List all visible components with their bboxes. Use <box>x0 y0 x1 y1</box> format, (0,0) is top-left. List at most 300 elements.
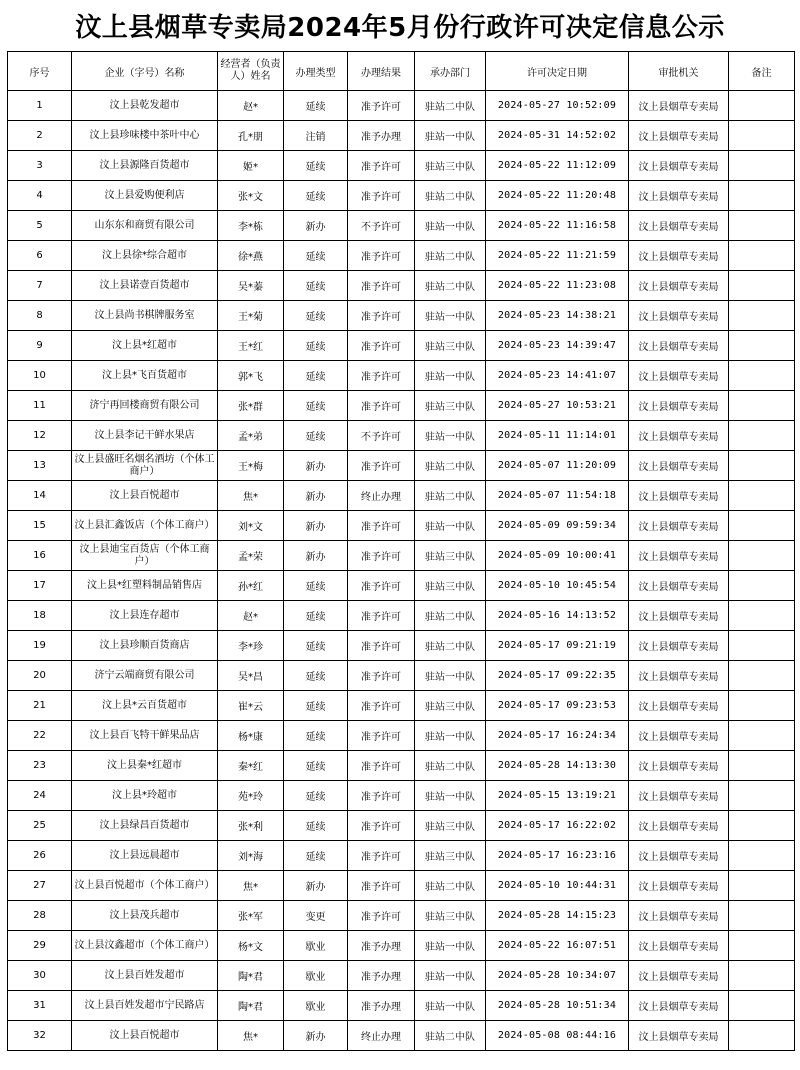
table-row <box>8 511 795 541</box>
cell-type: 延续 <box>284 841 348 871</box>
table-row <box>8 661 795 691</box>
table-row <box>8 781 795 811</box>
cell-org: 汶上县烟草专卖局 <box>629 721 729 751</box>
cell-note <box>729 1021 795 1051</box>
cell-note <box>729 751 795 781</box>
cell-person: 秦*红 <box>218 751 284 781</box>
cell-date: 2024-05-27 10:52:09 <box>486 91 629 121</box>
cell-name: 汶上县汶鑫超市（个体工商户） <box>72 931 218 961</box>
cell-type: 延续 <box>284 781 348 811</box>
table-row <box>8 811 795 841</box>
cell-date: 2024-05-07 11:54:18 <box>486 481 629 511</box>
cell-name: 汶上县百悦超市（个体工商户） <box>72 871 218 901</box>
cell-no: 11 <box>8 391 72 421</box>
cell-note <box>729 571 795 601</box>
table-row <box>8 751 795 781</box>
cell-note <box>729 811 795 841</box>
cell-person: 张*军 <box>218 901 284 931</box>
cell-result: 准予许可 <box>348 451 415 481</box>
cell-result: 准予许可 <box>348 721 415 751</box>
cell-org: 汶上县烟草专卖局 <box>629 751 729 781</box>
cell-org: 汶上县烟草专卖局 <box>629 451 729 481</box>
cell-note <box>729 931 795 961</box>
cell-type: 延续 <box>284 361 348 391</box>
cell-no: 2 <box>8 121 72 151</box>
cell-type: 延续 <box>284 601 348 631</box>
cell-result: 准予许可 <box>348 271 415 301</box>
cell-org: 汶上县烟草专卖局 <box>629 241 729 271</box>
cell-no: 28 <box>8 901 72 931</box>
cell-person: 杨*文 <box>218 931 284 961</box>
cell-type: 延续 <box>284 391 348 421</box>
cell-org: 汶上县烟草专卖局 <box>629 301 729 331</box>
cell-result: 不予许可 <box>348 211 415 241</box>
cell-dept: 驻站一中队 <box>415 121 486 151</box>
cell-no: 8 <box>8 301 72 331</box>
cell-type: 延续 <box>284 691 348 721</box>
cell-result: 准予许可 <box>348 91 415 121</box>
table-row <box>8 361 795 391</box>
cell-no: 30 <box>8 961 72 991</box>
cell-person: 孔*朋 <box>218 121 284 151</box>
header-dept: 承办部门 <box>415 52 486 91</box>
cell-name: 汶上县远晨超市 <box>72 841 218 871</box>
cell-note <box>729 121 795 151</box>
cell-name: 汶上县百姓发超市 <box>72 961 218 991</box>
cell-result: 准予许可 <box>348 691 415 721</box>
cell-org: 汶上县烟草专卖局 <box>629 901 729 931</box>
cell-no: 13 <box>8 451 72 481</box>
table-row <box>8 571 795 601</box>
cell-date: 2024-05-22 11:16:58 <box>486 211 629 241</box>
cell-date: 2024-05-27 10:53:21 <box>486 391 629 421</box>
cell-person: 孟*弟 <box>218 421 284 451</box>
table-row <box>8 961 795 991</box>
header-type: 办理类型 <box>284 52 348 91</box>
cell-person: 王*红 <box>218 331 284 361</box>
cell-no: 10 <box>8 361 72 391</box>
cell-date: 2024-05-17 09:23:53 <box>486 691 629 721</box>
cell-dept: 驻站二中队 <box>415 751 486 781</box>
cell-dept: 驻站一中队 <box>415 781 486 811</box>
table-row <box>8 871 795 901</box>
cell-result: 准予办理 <box>348 121 415 151</box>
cell-type: 歇业 <box>284 991 348 1021</box>
header-person: 经营者（负责人）姓名 <box>218 52 284 91</box>
cell-result: 准予办理 <box>348 931 415 961</box>
cell-name: 汶上县徐*综合超市 <box>72 241 218 271</box>
table-row <box>8 241 795 271</box>
cell-person: 刘*文 <box>218 511 284 541</box>
cell-person: 徐*燕 <box>218 241 284 271</box>
cell-date: 2024-05-28 10:34:07 <box>486 961 629 991</box>
cell-no: 25 <box>8 811 72 841</box>
cell-date: 2024-05-23 14:39:47 <box>486 331 629 361</box>
cell-date: 2024-05-28 14:15:23 <box>486 901 629 931</box>
cell-note <box>729 871 795 901</box>
cell-dept: 驻站二中队 <box>415 481 486 511</box>
cell-note <box>729 91 795 121</box>
cell-type: 变更 <box>284 901 348 931</box>
cell-note <box>729 511 795 541</box>
table-row <box>8 331 795 361</box>
cell-date: 2024-05-22 16:07:51 <box>486 931 629 961</box>
cell-person: 张*文 <box>218 181 284 211</box>
cell-date: 2024-05-22 11:23:08 <box>486 271 629 301</box>
cell-note <box>729 661 795 691</box>
cell-type: 延续 <box>284 91 348 121</box>
cell-org: 汶上县烟草专卖局 <box>629 151 729 181</box>
cell-no: 18 <box>8 601 72 631</box>
table-row <box>8 181 795 211</box>
cell-no: 7 <box>8 271 72 301</box>
cell-result: 准予许可 <box>348 361 415 391</box>
cell-result: 准予许可 <box>348 601 415 631</box>
cell-person: 王*菊 <box>218 301 284 331</box>
cell-dept: 驻站一中队 <box>415 301 486 331</box>
cell-date: 2024-05-23 14:38:21 <box>486 301 629 331</box>
table-row <box>8 301 795 331</box>
cell-type: 延续 <box>284 271 348 301</box>
table-row <box>8 91 795 121</box>
cell-date: 2024-05-08 08:44:16 <box>486 1021 629 1051</box>
table-row <box>8 991 795 1021</box>
cell-no: 6 <box>8 241 72 271</box>
cell-name: 山东东和商贸有限公司 <box>72 211 218 241</box>
cell-name: 汶上县*玲超市 <box>72 781 218 811</box>
cell-date: 2024-05-11 11:14:01 <box>486 421 629 451</box>
cell-result: 准予办理 <box>348 961 415 991</box>
cell-no: 16 <box>8 541 72 571</box>
cell-type: 延续 <box>284 751 348 781</box>
cell-type: 延续 <box>284 151 348 181</box>
cell-person: 赵* <box>218 91 284 121</box>
cell-date: 2024-05-28 10:51:34 <box>486 991 629 1021</box>
cell-person: 王*梅 <box>218 451 284 481</box>
cell-type: 新办 <box>284 211 348 241</box>
cell-dept: 驻站一中队 <box>415 931 486 961</box>
table-row <box>8 901 795 931</box>
cell-org: 汶上县烟草专卖局 <box>629 781 729 811</box>
cell-person: 刘*海 <box>218 841 284 871</box>
cell-note <box>729 451 795 481</box>
cell-no: 15 <box>8 511 72 541</box>
cell-type: 延续 <box>284 811 348 841</box>
cell-name: 济宁云端商贸有限公司 <box>72 661 218 691</box>
cell-dept: 驻站一中队 <box>415 211 486 241</box>
cell-date: 2024-05-10 10:45:54 <box>486 571 629 601</box>
table-row <box>8 541 795 571</box>
cell-org: 汶上县烟草专卖局 <box>629 811 729 841</box>
cell-name: 汶上县珍味楼中茶叶中心 <box>72 121 218 151</box>
cell-date: 2024-05-28 14:13:30 <box>486 751 629 781</box>
cell-type: 延续 <box>284 721 348 751</box>
header-note: 备注 <box>729 52 795 91</box>
cell-note <box>729 631 795 661</box>
cell-name: 汶上县源隆百货超市 <box>72 151 218 181</box>
cell-org: 汶上县烟草专卖局 <box>629 421 729 451</box>
cell-no: 17 <box>8 571 72 601</box>
table-row <box>8 271 795 301</box>
cell-note <box>729 601 795 631</box>
cell-no: 5 <box>8 211 72 241</box>
cell-person: 孟*荣 <box>218 541 284 571</box>
cell-person: 吴*蓁 <box>218 271 284 301</box>
table-row <box>8 721 795 751</box>
cell-dept: 驻站二中队 <box>415 631 486 661</box>
cell-dept: 驻站二中队 <box>415 451 486 481</box>
cell-dept: 驻站三中队 <box>415 331 486 361</box>
cell-result: 准予许可 <box>348 151 415 181</box>
cell-note <box>729 481 795 511</box>
cell-dept: 驻站二中队 <box>415 241 486 271</box>
cell-person: 苑*玲 <box>218 781 284 811</box>
cell-name: 汶上县*飞百货超市 <box>72 361 218 391</box>
cell-no: 1 <box>8 91 72 121</box>
cell-date: 2024-05-22 11:20:48 <box>486 181 629 211</box>
cell-name: 汶上县*云百货超市 <box>72 691 218 721</box>
cell-note <box>729 991 795 1021</box>
cell-date: 2024-05-09 10:00:41 <box>486 541 629 571</box>
cell-note <box>729 151 795 181</box>
cell-dept: 驻站三中队 <box>415 541 486 571</box>
cell-dept: 驻站一中队 <box>415 361 486 391</box>
cell-note <box>729 721 795 751</box>
cell-name: 汶上县爱购便利店 <box>72 181 218 211</box>
cell-result: 准予许可 <box>348 391 415 421</box>
page-title: 汶上县烟草专卖局2024年5月份行政许可决定信息公示 <box>75 13 725 43</box>
cell-no: 4 <box>8 181 72 211</box>
cell-date: 2024-05-17 09:22:35 <box>486 661 629 691</box>
cell-result: 准予许可 <box>348 871 415 901</box>
cell-org: 汶上县烟草专卖局 <box>629 121 729 151</box>
cell-org: 汶上县烟草专卖局 <box>629 541 729 571</box>
cell-note <box>729 181 795 211</box>
cell-name: 汶上县百姓发超市宁民路店 <box>72 991 218 1021</box>
cell-date: 2024-05-15 13:19:21 <box>486 781 629 811</box>
cell-note <box>729 241 795 271</box>
cell-dept: 驻站一中队 <box>415 721 486 751</box>
cell-name: 汶上县百悦超市 <box>72 481 218 511</box>
cell-no: 3 <box>8 151 72 181</box>
cell-result: 终止办理 <box>348 1021 415 1051</box>
table-row <box>8 121 795 151</box>
cell-type: 歇业 <box>284 961 348 991</box>
cell-name: 汶上县迪宝百货店（个体工商户） <box>72 541 218 571</box>
header-date: 许可决定日期 <box>486 52 629 91</box>
cell-org: 汶上县烟草专卖局 <box>629 991 729 1021</box>
cell-result: 准予许可 <box>348 631 415 661</box>
cell-no: 31 <box>8 991 72 1021</box>
table-row <box>8 421 795 451</box>
table-row <box>8 601 795 631</box>
cell-result: 准予许可 <box>348 901 415 931</box>
cell-no: 21 <box>8 691 72 721</box>
cell-date: 2024-05-17 09:21:19 <box>486 631 629 661</box>
cell-result: 准予许可 <box>348 571 415 601</box>
cell-name: 汶上县百飞特干鲜果品店 <box>72 721 218 751</box>
cell-no: 23 <box>8 751 72 781</box>
cell-dept: 驻站三中队 <box>415 571 486 601</box>
cell-no: 9 <box>8 331 72 361</box>
cell-dept: 驻站三中队 <box>415 811 486 841</box>
cell-dept: 驻站二中队 <box>415 601 486 631</box>
cell-org: 汶上县烟草专卖局 <box>629 661 729 691</box>
header-result: 办理结果 <box>348 52 415 91</box>
cell-no: 20 <box>8 661 72 691</box>
cell-type: 注销 <box>284 121 348 151</box>
cell-org: 汶上县烟草专卖局 <box>629 211 729 241</box>
cell-result: 准予许可 <box>348 241 415 271</box>
cell-no: 24 <box>8 781 72 811</box>
cell-date: 2024-05-22 11:12:09 <box>486 151 629 181</box>
cell-type: 新办 <box>284 511 348 541</box>
cell-org: 汶上县烟草专卖局 <box>629 91 729 121</box>
cell-name: 汶上县盛旺名烟名酒坊（个体工商户） <box>72 451 218 481</box>
cell-person: 吴*昌 <box>218 661 284 691</box>
table-row <box>8 1021 795 1051</box>
cell-org: 汶上县烟草专卖局 <box>629 841 729 871</box>
cell-type: 新办 <box>284 871 348 901</box>
cell-note <box>729 691 795 721</box>
cell-person: 焦* <box>218 871 284 901</box>
permit-table <box>7 51 795 1051</box>
cell-dept: 驻站二中队 <box>415 1021 486 1051</box>
cell-person: 陶*君 <box>218 991 284 1021</box>
cell-name: 汶上县*红超市 <box>72 331 218 361</box>
cell-date: 2024-05-31 14:52:02 <box>486 121 629 151</box>
cell-org: 汶上县烟草专卖局 <box>629 511 729 541</box>
cell-person: 崔*云 <box>218 691 284 721</box>
cell-dept: 驻站三中队 <box>415 841 486 871</box>
cell-person: 李*珍 <box>218 631 284 661</box>
cell-date: 2024-05-07 11:20:09 <box>486 451 629 481</box>
table-row <box>8 211 795 241</box>
cell-note <box>729 781 795 811</box>
cell-note <box>729 961 795 991</box>
cell-person: 杨*康 <box>218 721 284 751</box>
cell-type: 歇业 <box>284 931 348 961</box>
table-row <box>8 451 795 481</box>
cell-dept: 驻站一中队 <box>415 991 486 1021</box>
cell-date: 2024-05-17 16:24:34 <box>486 721 629 751</box>
cell-person: 姬* <box>218 151 284 181</box>
cell-result: 准予许可 <box>348 301 415 331</box>
cell-name: 汶上县尚书棋牌服务室 <box>72 301 218 331</box>
cell-type: 延续 <box>284 301 348 331</box>
cell-dept: 驻站二中队 <box>415 271 486 301</box>
cell-person: 郭*飞 <box>218 361 284 391</box>
table-row <box>8 841 795 871</box>
cell-dept: 驻站二中队 <box>415 871 486 901</box>
cell-note <box>729 841 795 871</box>
cell-no: 27 <box>8 871 72 901</box>
cell-result: 准予许可 <box>348 841 415 871</box>
cell-dept: 驻站一中队 <box>415 961 486 991</box>
cell-type: 新办 <box>284 1021 348 1051</box>
table-row <box>8 151 795 181</box>
cell-type: 延续 <box>284 331 348 361</box>
cell-org: 汶上县烟草专卖局 <box>629 271 729 301</box>
cell-org: 汶上县烟草专卖局 <box>629 961 729 991</box>
cell-person: 焦* <box>218 1021 284 1051</box>
table-header-row <box>8 52 795 91</box>
cell-date: 2024-05-17 16:22:02 <box>486 811 629 841</box>
cell-result: 准予许可 <box>348 751 415 781</box>
header-name: 企业（字号）名称 <box>72 52 218 91</box>
cell-dept: 驻站一中队 <box>415 661 486 691</box>
cell-dept: 驻站二中队 <box>415 91 486 121</box>
table-row <box>8 931 795 961</box>
cell-org: 汶上县烟草专卖局 <box>629 1021 729 1051</box>
cell-date: 2024-05-09 09:59:34 <box>486 511 629 541</box>
cell-org: 汶上县烟草专卖局 <box>629 931 729 961</box>
cell-note <box>729 391 795 421</box>
cell-name: 济宁再回楼商贸有限公司 <box>72 391 218 421</box>
cell-type: 新办 <box>284 451 348 481</box>
cell-note <box>729 211 795 241</box>
cell-dept: 驻站三中队 <box>415 151 486 181</box>
cell-result: 不予许可 <box>348 421 415 451</box>
cell-dept: 驻站三中队 <box>415 391 486 421</box>
cell-type: 延续 <box>284 631 348 661</box>
cell-person: 赵* <box>218 601 284 631</box>
header-no: 序号 <box>8 52 72 91</box>
cell-no: 29 <box>8 931 72 961</box>
table-row <box>8 481 795 511</box>
cell-dept: 驻站一中队 <box>415 511 486 541</box>
cell-person: 陶*君 <box>218 961 284 991</box>
cell-name: 汶上县连存超市 <box>72 601 218 631</box>
cell-note <box>729 331 795 361</box>
cell-org: 汶上县烟草专卖局 <box>629 871 729 901</box>
cell-note <box>729 361 795 391</box>
cell-type: 延续 <box>284 571 348 601</box>
cell-result: 准予许可 <box>348 511 415 541</box>
cell-name: 汶上县*红塑料制品销售店 <box>72 571 218 601</box>
cell-result: 准予许可 <box>348 181 415 211</box>
cell-org: 汶上县烟草专卖局 <box>629 691 729 721</box>
cell-org: 汶上县烟草专卖局 <box>629 481 729 511</box>
table-body <box>8 91 795 1051</box>
cell-note <box>729 541 795 571</box>
cell-date: 2024-05-17 16:23:16 <box>486 841 629 871</box>
cell-name: 汶上县诺壹百货超市 <box>72 271 218 301</box>
cell-dept: 驻站三中队 <box>415 901 486 931</box>
cell-person: 张*群 <box>218 391 284 421</box>
cell-note <box>729 271 795 301</box>
cell-org: 汶上县烟草专卖局 <box>629 331 729 361</box>
cell-no: 22 <box>8 721 72 751</box>
cell-name: 汶上县珍顺百货商店 <box>72 631 218 661</box>
cell-result: 准予许可 <box>348 661 415 691</box>
cell-type: 新办 <box>284 541 348 571</box>
cell-type: 延续 <box>284 421 348 451</box>
cell-note <box>729 901 795 931</box>
cell-no: 32 <box>8 1021 72 1051</box>
cell-result: 准予许可 <box>348 811 415 841</box>
cell-name: 汶上县茂兵超市 <box>72 901 218 931</box>
cell-type: 新办 <box>284 481 348 511</box>
cell-no: 19 <box>8 631 72 661</box>
cell-person: 孙*红 <box>218 571 284 601</box>
cell-type: 延续 <box>284 661 348 691</box>
cell-result: 终止办理 <box>348 481 415 511</box>
cell-result: 准予许可 <box>348 331 415 361</box>
cell-org: 汶上县烟草专卖局 <box>629 181 729 211</box>
cell-type: 延续 <box>284 241 348 271</box>
cell-name: 汶上县李记干鲜水果店 <box>72 421 218 451</box>
